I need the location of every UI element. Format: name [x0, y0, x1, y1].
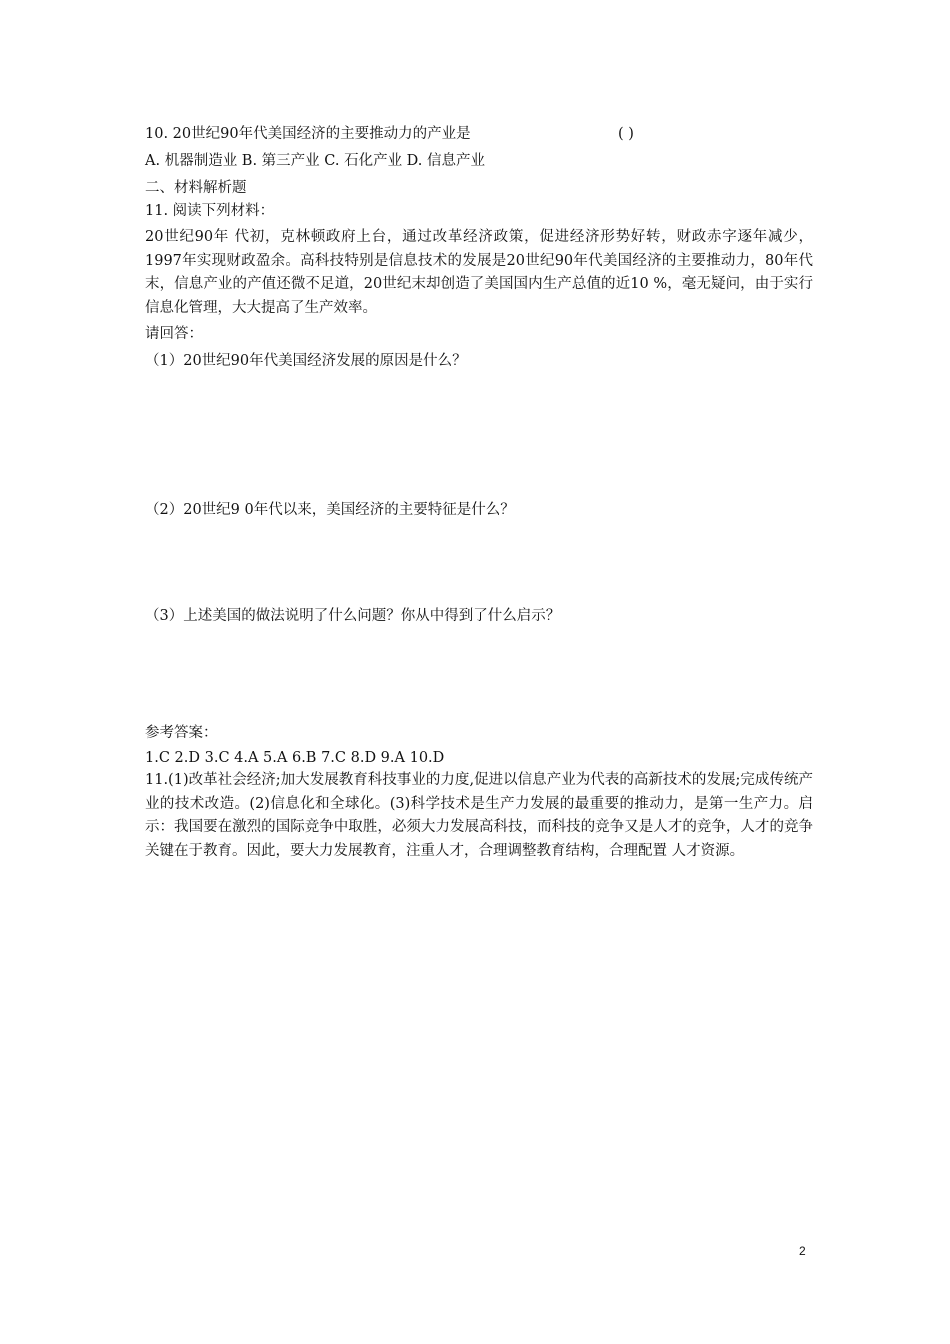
- answer-bracket: ( ): [618, 126, 634, 142]
- sub-question-3: （3）上述美国的做法说明了什么问题？你从中得到了什么启示？: [145, 608, 561, 624]
- question-11-material: 20世纪90年 代初，克林顿政府上台，通过改革经济政策，促进经济形势好转，财政赤字逐年减少，1997年实现财政盈余。高科技特别是信息技术的发展是20世纪90年代美国经济的主要推动力，80年代末，信息产业的产值还微不足道，20世纪末却创造了美国国内生产总值的近10 %，毫无疑问，由于实行信息化管理，大大提高了生产效率。: [145, 229, 813, 316]
- sub-question-1: （1）20世纪90年代美国经济发展的原因是什么？: [145, 353, 467, 369]
- question-11-intro: 11. 阅读下列材料：: [145, 203, 275, 219]
- answers-question-11: 11.(1)改革社会经济;加大发展教育科技事业的力度,促进以信息产业为代表的高新技术的发展;完成传统产业的技术改造。(2)信息化和全球化。(3)科学技术是生产力发展的最重要的推动力，是第一生产力。启示：我国要在激烈的国际竞争中取胜，必须大力发展高科技，而科技的竞争又是人才的竞争，人才的竞争关键在于教育。因此，要大力发展教育，注重人才，合理调整教育结构，合理配置 人才资源。: [145, 772, 813, 859]
- section-2-title: 二、材料解析题: [145, 180, 247, 196]
- answers-heading: 参考答案：: [145, 725, 218, 741]
- answer-prompt: 请回答：: [145, 326, 203, 342]
- question-10-stem: 10. 20世纪90年代美国经济的主要推动力的产业是: [145, 126, 471, 142]
- sub-question-2: （2）20世纪9 0年代以来，美国经济的主要特征是什么？: [145, 502, 515, 518]
- question-10-options: A. 机器制造业 B. 第三产业 C. 石化产业 D. 信息产业: [145, 153, 486, 169]
- answers-choices: 1.C 2.D 3.C 4.A 5.A 6.B 7.C 8.D 9.A 10.D: [145, 750, 445, 766]
- page-number: 2: [799, 1244, 806, 1258]
